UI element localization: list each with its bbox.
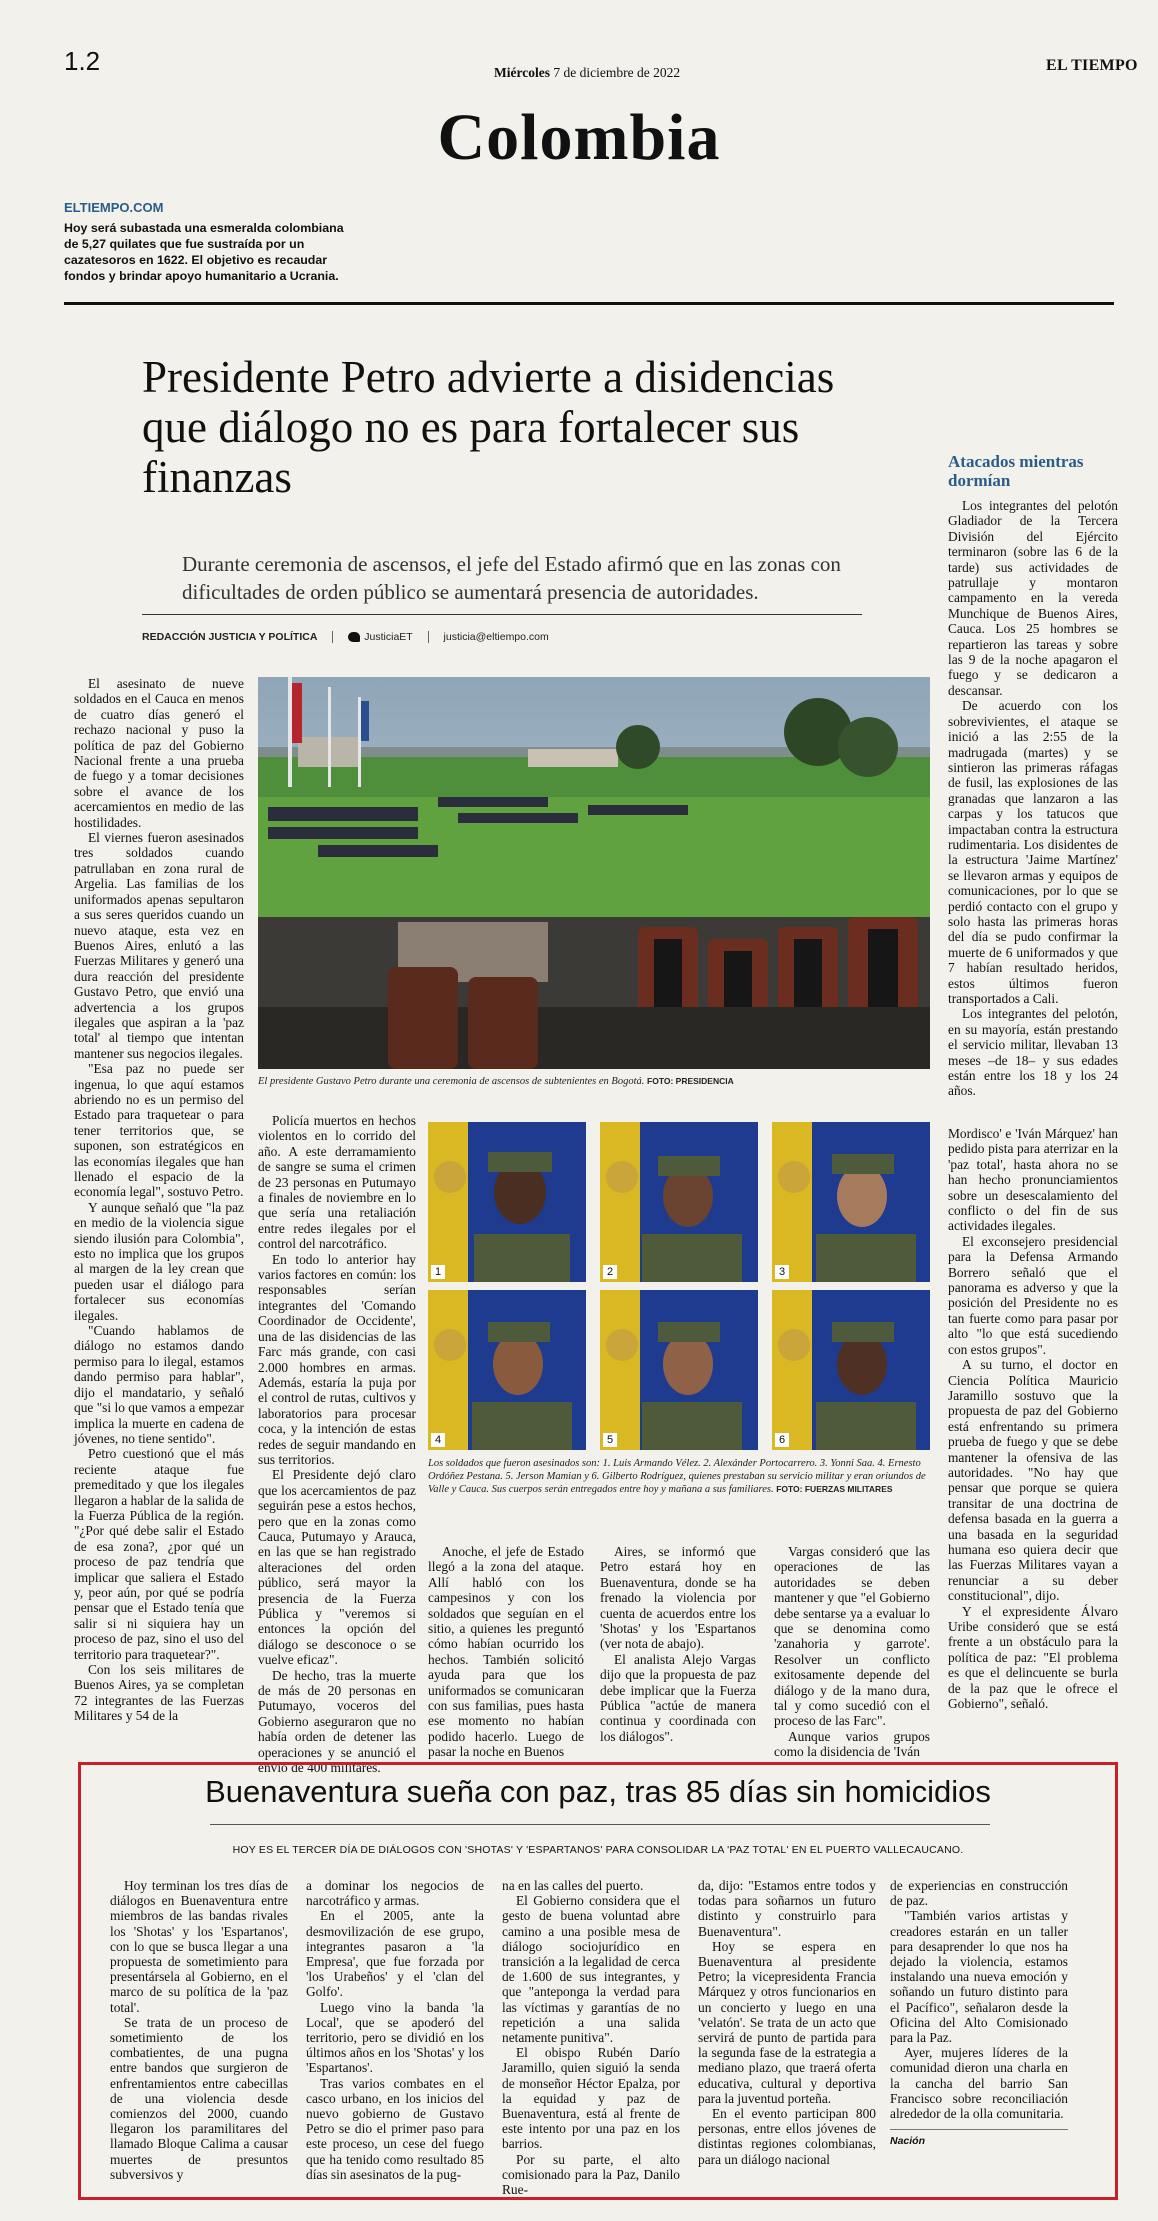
box-column-2: [306, 1878, 484, 2182]
newspaper-brand: EL TIEMPO: [1046, 57, 1138, 74]
sidebar-title: Atacados mientras dormían: [948, 452, 1084, 490]
paragraph: De hecho, tras la muerte de más de 20 personas en Putumayo, voceros del Gobierno aseguraron que no había orden de detener las operaciones y se anunció el envío de 400 militares.: [258, 1667, 416, 1776]
teaser-text: Hoy será subastada una esmeralda colombiana de 5,27 quilates que fue sustraída por un cazatesoros en 1622. El objetivo es recaudar fondos y brindar apoyo humanitario a Ucrania.: [64, 221, 344, 283]
paragraph: Luego vino la banda 'la Local', que se apoderó del territorio, pero se dividió en los últimos años en los 'Shotas' y los 'Espartanos'.: [306, 1999, 484, 2076]
paragraph: Hoy terminan los tres días de diálogos en Buenaventura entre miembros de las bandas rivales los 'Shotas' y los 'Espartanos', con lo que se busca llegar a una propuesta de sometimiento para presentársela al Gobierno, en el marco de su política de la 'paz total'.: [110, 1878, 288, 2015]
portrait-image: [428, 1122, 586, 1282]
sidebar-text-bottom: [948, 1126, 1118, 1711]
box-column-5: [890, 1878, 1068, 2149]
soldier-portrait: [772, 1290, 930, 1450]
article-column-5: [774, 1544, 930, 1760]
soldier-portrait: [428, 1290, 586, 1450]
paragraph: El Presidente dejó claro que los acercamientos de paz seguirán pese a estos hechos, pero que en la zonas como Cauca, Putumayo y Arauca, en las que se han registrado alteraciones del orden público, será mayor la presencia de la Fuerza Pública y "veremos si entonces la opción del diálogo se desconoce o se vuelve eficaz".: [258, 1467, 416, 1668]
byline-email[interactable]: justicia@eltiempo.com: [443, 631, 549, 643]
soldier-portraits: [428, 1122, 930, 1450]
portrait-number: 1: [431, 1265, 445, 1279]
soldier-portrait: [600, 1122, 758, 1282]
paragraph: "Cuando hablamos de diálogo no estamos dando permiso para lo ilegal, estamos dando permiso para hablar", dijo el mandatario, y señaló que "si lo que vamos a empezar implica la muerte en cadena de jóvenes, no tiene sentido".: [74, 1323, 244, 1446]
twitter-icon: [348, 632, 360, 642]
photo-credit: FOTO: FUERZAS MILITARES: [776, 1484, 893, 1494]
article-column-4: [600, 1544, 756, 1744]
box-headline: Buenaventura sueña con paz, tras 85 días sin homicidios: [205, 1774, 991, 1809]
article-column-1: [74, 676, 244, 1724]
byline-rule: [142, 614, 862, 615]
paragraph: Los integrantes del pelotón, en su mayoría, están prestando el servicio militar, llevaban 13 meses –de 18– y sus edades están entre los 18 y los 24 años.: [948, 1006, 1118, 1099]
date: 7 de diciembre de 2022: [553, 65, 681, 80]
paragraph: El analista Alejo Vargas dijo que la propuesta de paz debe implicar que la Fuerza Pública "actúe de manera continua y coordinada con los diálogos".: [600, 1651, 756, 1744]
paragraph: Aunque varios grupos como la disidencia de 'Iván: [774, 1728, 930, 1760]
paragraph: En el evento participan 800 personas, entre ellos jóvenes de distintas regiones colombianas, para un diálogo nacional: [698, 2106, 876, 2167]
paragraph: da, dijo: "Estamos entre todos y todas para soñarnos un futuro distinto y construirlo para Buenaventura".: [698, 1878, 876, 1939]
paragraph: de experiencias en construcción de paz.: [890, 1878, 1068, 1909]
section-title: Colombia: [437, 101, 721, 174]
portrait-image: [600, 1290, 758, 1450]
portrait-image: [772, 1290, 930, 1450]
paragraph: Tras varios combates en el casco urbano, en los inicios del nuevo gobierno de Gustavo Petro se dio el primer paso para este proceso, un cese del fuego que ha tenido como resultado 85 días sin asesinatos de la pug-: [306, 2075, 484, 2182]
portrait-image: [428, 1290, 586, 1450]
box-rule: [210, 1824, 990, 1825]
article-headline: Presidente Petro advierte a disidencias que diálogo no es para fortalecer sus finanzas: [142, 352, 835, 502]
paragraph: El exconsejero presidencial para la Defensa Armando Borrero señaló que el panorama es adverso y que la posición del Presidente no es tan fuerte como para pasar por alto "lo que está sucediendo con estos grupos".: [948, 1233, 1118, 1357]
paragraph: Y aunque señaló que "la paz en medio de la violencia sigue siendo ilusión para Colombia", esto no implica que los grupos al margen de la ley crean que pueden usar el diálogo para fortalecer sus economías ilegales.: [74, 1199, 244, 1323]
portrait-number: 6: [775, 1433, 789, 1447]
paragraph: Vargas consideró que las operaciones de las autoridades se deben mantener y que "el Gobierno debe sentarse ya a evaluar lo que se denomina como 'zanahoria y garrote'. Resolver un conflicto exitosamente depende del diálogo y de la mano dura, tal y como sucedió con el proceso de las Farc".: [774, 1544, 930, 1729]
box-column-1: [110, 1878, 288, 2182]
paragraph: Por su parte, el alto comisionado para la Paz, Danilo Rue-: [502, 2151, 680, 2198]
paragraph: Y el expresidente Álvaro Uribe consideró que se está frente a un obstáculo para la política de paz: "El problema es que el delincuente se burla de la paz que le ofrece el Gobierno", señaló.: [948, 1603, 1118, 1712]
photo-credit: FOTO: PRESIDENCIA: [647, 1076, 734, 1086]
paragraph: "También varios artistas y creadores estarán en un taller para desaprender lo que nos ha dejado la violencia, estamos instalando una nueva emoción y soñando un futuro distinto para el Pacífico", señalaron desde la Oficina del Alto Comisionado para la Paz.: [890, 1908, 1068, 2046]
portrait-number: 3: [775, 1265, 789, 1279]
paragraph: Se trata de un proceso de sometimiento de los combatientes, de una pugna entre bandos que surgieron de enfrentamientos entre cabecillas de una violencia desde comienzos del 2000, cuando llegaron los paramilitares del llamado Bloque Calima a causar muertes de presuntos subversivos y: [110, 2014, 288, 2182]
byline-divider: [428, 631, 429, 643]
soldier-portrait: [600, 1290, 758, 1450]
byline-twitter[interactable]: [348, 631, 412, 643]
paragraph: El viernes fueron asesinados tres soldados cuando patrullaban en zona rural de Argelia. Las familias de los uniformados apenas sepultaron a sus seres queridos cuando un nuevo ataque, esta vez en Buenos Aires, enlutó a las Fuerzas Militares y generó una dura reacción del presidente Gustavo Petro, que envió una advertencia a los grupos ilegales que aspiran a la 'paz total' al tiempo que intentan mantener sus negocios ilegales.: [74, 830, 244, 1061]
sidebar-text-top: [948, 498, 1118, 1099]
paragraph: Petro cuestionó que el más reciente ataque fue premeditado y que los ilegales llegaron a hablar de la salida de la Fuerza Pública de la región. "¿Por qué debe salir el Estado de esa zona?, ¿por qué un proceso de paz tendría que implicar que saliera el Estado y, peor aún, por qué se podría pensar que el Estado tenía que salir si ni siquiera hay un proceso de paz, sino el uso del territorio para traquetear?".: [74, 1446, 244, 1662]
box-signature: Nación: [890, 2129, 1068, 2149]
paragraph: a dominar los negocios de narcotráfico y armas.: [306, 1878, 484, 1909]
caption-text: Los soldados que fueron asesinados son: 1. Luis Armando Vélez. 2. Alexánder Portocarrero. 3. Yonni Saa. 4. Ernesto Ordóñez Pestana. 5. Jerson Mamian y 6. Gilberto Rodríguez, quienes prestaban su servicio militar y eran oriundos de Valle y Cauca. Sus cuerpos serán entregados entre hoy y mañana a sus familiares.: [428, 1458, 926, 1495]
paragraph: En todo lo anterior hay varios factores en común: los responsables serían integrantes del 'Comando Coordinador de Occidente', una de las disidencias de las Farc más grande, con casi 2.000 hombres en armas. Además, estaría la puja por el control de rutas, cultivos y laboratorios para procesar coca, y la intención de estas redes de seguir mandando en sus territorios.: [258, 1251, 416, 1467]
paragraph: "Esa paz no puede ser ingenua, lo que aquí estamos abriendo no es un permiso del Estado para traquetear o para tener territorios que, se suponen, son estratégicos en las economías ilegales que han llenado el espacio de la economía legal", sostuvo Petro.: [74, 1061, 244, 1200]
ceremony-photo-caption: [258, 1075, 930, 1088]
paragraph: na en las calles del puerto.: [502, 1878, 644, 1893]
page-date: [494, 65, 680, 81]
paragraph: De acuerdo con los sobrevivientes, el ataque se inició a las 2:55 de la madrugada (martes) y se sintieron las primeras ráfagas de fusil, las explosiones de las granadas que lanzaron a las carpas y los tatucos que impactaban contra la estructura rudimentaria. Los disidentes de la estructura 'Jaime Martínez' se llevaron armas y equipos de comunicaciones, por lo que se perdió contacto con el grupo y solo hasta las primeras horas del día se pudo confirmar la muerte de 6 uniformados y que 7 habían resultado heridos, estos últimos fueron transportados a Cali.: [948, 698, 1118, 1006]
portrait-number: 4: [431, 1433, 445, 1447]
article-column-3: [428, 1544, 584, 1760]
ceremony-photo: [258, 677, 930, 1069]
paragraph: Anoche, el jefe de Estado llegó a la zona del ataque. Allí habló con los campesinos y con los soldados que seguían en el sitio, a quienes les preguntó cómo habían ocurrido los hechos. También solicitó ayuda para que los uniformados se comunicaran con sus familias, pues hasta ese momento no habían podido hacerlo. Luego de pasar la noche en Buenos: [428, 1544, 584, 1760]
twitter-handle: JusticiaET: [364, 631, 413, 643]
paragraph: Los integrantes del pelotón Gladiador de la Tercera División del Ejército terminaron (sobre las 6 de la tarde) sus actividades de patrullaje y montaron campamento en la vereda Munchique de Buenos Aires, Cauca. Los 25 hombres se repartieron las tareas y sobre las 9 de la noche apagaron el fuego y se dedicaron a descansar.: [948, 498, 1118, 698]
byline-author: REDACCIÓN JUSTICIA Y POLÍTICA: [142, 631, 318, 643]
page-number: 1.2: [64, 46, 101, 76]
soldier-portrait: [428, 1122, 586, 1282]
portrait-number: 5: [603, 1433, 617, 1447]
ceremony-photo-image: [258, 677, 930, 1069]
article-deck: Durante ceremonia de ascensos, el jefe del Estado afirmó que en las zonas con dificultades de orden público se aumentará presencia de autoridades.: [182, 552, 841, 604]
portrait-number: 2: [603, 1265, 617, 1279]
paragraph: Ayer, mujeres líderes de la comunidad dieron una charla en la cancha del barrio San Francisco sobre reconciliación alrededor de la olla comunitaria.: [890, 2045, 1068, 2122]
weekday: Miércoles: [494, 65, 550, 80]
paragraph: El obispo Rubén Darío Jaramillo, quien siguió la senda de monseñor Héctor Epalza, por la equidad y paz de Buenaventura, está al frente de este intento por una paz en los barrios.: [502, 2045, 680, 2152]
paragraph: El asesinato de nueve soldados en el Cauca en menos de cuatro días generó el rechazo nacional y puso la política de paz del Gobierno Nacional frente a una prueba de fuego y a tomar decisiones sobre el avance de los acercamientos en medio de las hostilidades.: [74, 676, 244, 830]
paragraph: Mordisco' e 'Iván Márquez' han pedido pista para aterrizar en la 'paz total', hasta ahora no se han hecho pronunciamientos sobre un desescalamiento del conflicto o del fin de sus actividades ilegales.: [948, 1126, 1118, 1234]
section-rule: [64, 302, 1114, 305]
paragraph: En el 2005, ante la desmovilización de ese grupo, integrantes pasaron a 'la Empresa', que fue forzada por 'los Urabeños' y el 'clan del Golfo'.: [306, 1908, 484, 2000]
paragraph: Aires, se informó que Petro estará hoy en Buenaventura, donde se ha frenado la violencia por cuenta de acuerdos entre los 'Shotas' y los 'Espartanos (ver nota de abajo).: [600, 1544, 756, 1652]
box-column-3: [502, 1878, 680, 2197]
portrait-image: [772, 1122, 930, 1282]
box-kicker: HOY ES EL TERCER DÍA DE DIÁLOGOS CON 'SHOTAS' Y 'ESPARTANOS' PARA CONSOLIDAR LA 'PAZ TOTAL' EN EL PUERTO VALLECAUCANO.: [232, 1844, 964, 1856]
article-column-2: [258, 1113, 416, 1775]
portraits-caption: [428, 1457, 930, 1496]
paragraph: Policía muertos en hechos violentos en lo corrido del año. A este derramamiento de sangre se suma el crimen de 23 personas en Putumayo a finales de noviembre en lo que sería una retaliación entre redes ilegales por el control del narcotráfico.: [258, 1113, 416, 1252]
paragraph: El Gobierno considera que el gesto de buena voluntad abre camino a una posible mesa de diálogo sociojurídico en transición a la legalidad de cerca de 1.600 de sus integrantes, y que "anteponga la verdad para las víctimas y garantías de no repetición a una salida netamente punitiva".: [502, 1893, 680, 2046]
paragraph: Con los seis militares de Buenos Aires, ya se completan 72 integrantes de las Fuerzas Militares y 54 de la: [74, 1662, 244, 1724]
paragraph: A su turno, el doctor en Ciencia Política Mauricio Jaramillo sostuvo que la propuesta de paz del Gobierno está enfrentando su primera prueba de fuego y que se debe mantener la ofensiva de las autoridades. "No hay que pensar que porque se quiera transitar de una doctrina de defensa basada en la guerra a una basada en la seguridad humana eso quiera decir que las Fuerzas Militares vayan a renunciar a su deber constitucional", dijo.: [948, 1357, 1118, 1604]
box-column-4: [698, 1878, 876, 2167]
soldier-portrait: [772, 1122, 930, 1282]
teaser-label[interactable]: ELTIEMPO.COM: [64, 200, 164, 215]
caption-text: El presidente Gustavo Petro durante una ceremonia de ascensos de subtenientes en Bogotá.: [258, 1076, 645, 1087]
portrait-image: [600, 1122, 758, 1282]
byline-divider: [332, 631, 333, 643]
paragraph: Hoy se espera en Buenaventura al presidente Petro; la vicepresidenta Francia Márquez y otros funcionarios en un concierto y luego en una 'velatón'. Se trata de un acto que servirá de punto de partida para la segunda fase de la estrategia a mediano plazo, que traerá oferta educativa, cultural y deportiva para la juventud porteña.: [698, 1938, 876, 2106]
byline: [142, 631, 561, 643]
